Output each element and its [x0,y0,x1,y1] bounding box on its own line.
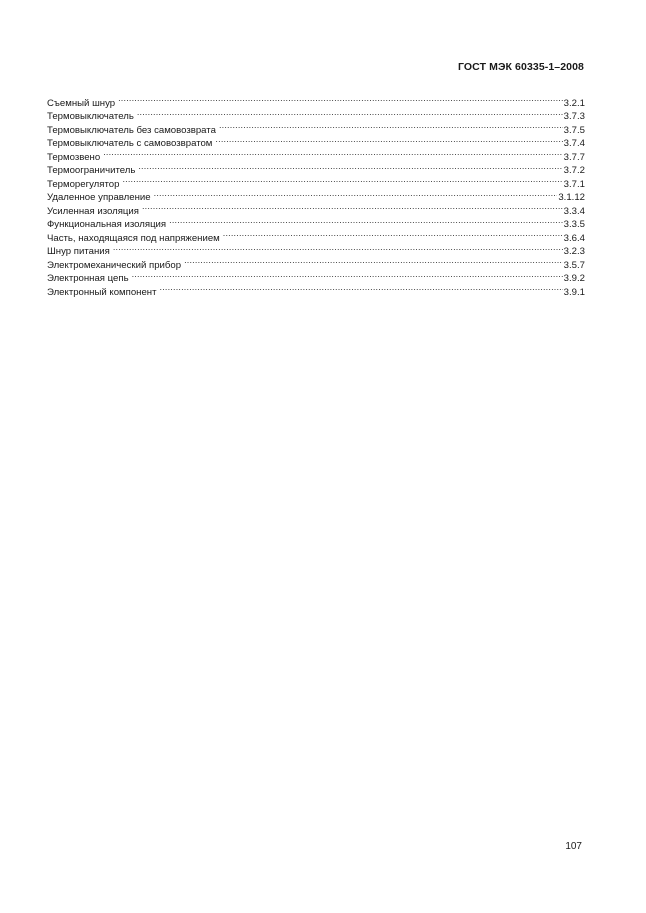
index-reference: 3.7.2 [563,165,585,176]
document-header [458,61,584,73]
index-reference: 3.2.1 [563,97,585,109]
dot-leader [169,214,563,228]
standard-designation: ГОСТ МЭК 60335-1–2008 [457,61,584,73]
index-reference: 3.7.4 [563,138,585,149]
index-term: Удаленное управление [47,192,151,203]
index-entry [47,254,585,271]
index-reference: 3.3.5 [563,219,585,230]
dot-leader [113,241,563,255]
index-term: Термовыключатель [47,111,134,122]
index-term: Съемный шнур [47,97,116,109]
index-term: Термозвено [47,151,101,163]
index-reference: 3.1.12 [558,192,585,203]
index-term: Электромеханический прибор [47,259,182,271]
dot-leader [160,281,563,295]
index-term: Функциональная изоляция [47,219,167,230]
index-reference: 3.7.3 [563,111,585,122]
index-entry [47,173,585,190]
dot-leader [215,133,562,147]
index-term: Шнур питания [47,246,110,257]
index-reference: 3.9.1 [563,286,585,298]
index-entry [47,160,585,174]
index-entry [47,106,585,120]
index-term: Терморегулятор [47,178,120,190]
dot-leader [118,92,563,106]
index-reference: 3.9.2 [563,273,585,284]
index-reference: 3.6.4 [563,232,585,244]
page-number: 107 [565,841,582,852]
index-term: Электронный компонент [47,286,157,298]
dot-leader [138,160,562,174]
dot-leader [154,187,558,201]
dot-leader [223,227,563,241]
dot-leader [137,106,563,120]
index-entry [47,241,585,255]
index-reference: 3.5.7 [563,259,585,271]
index-term: Термовыключатель без самовозврата [47,124,216,136]
index-term: Термоограничитель [47,165,136,176]
index-term: Термовыключатель с самовозвратом [47,138,213,149]
index-entry [47,92,585,109]
index-reference: 3.7.1 [563,178,585,190]
index-reference: 3.7.7 [563,151,585,163]
index-reference: 3.2.3 [563,246,585,257]
alphabetical-index [47,92,585,298]
dot-leader [132,268,563,282]
index-reference: 3.3.4 [563,205,585,217]
dot-leader [184,254,563,268]
dot-leader [219,119,563,133]
index-reference: 3.7.5 [563,124,585,136]
index-term: Усиленная изоляция [47,205,139,217]
dot-leader [122,173,562,187]
index-entry [47,187,585,201]
index-term: Часть, находящаяся под напряжением [47,232,220,244]
dot-leader [142,200,563,214]
dot-leader [103,146,562,160]
index-term: Электронная цепь [47,273,129,284]
index-entry [47,146,585,163]
